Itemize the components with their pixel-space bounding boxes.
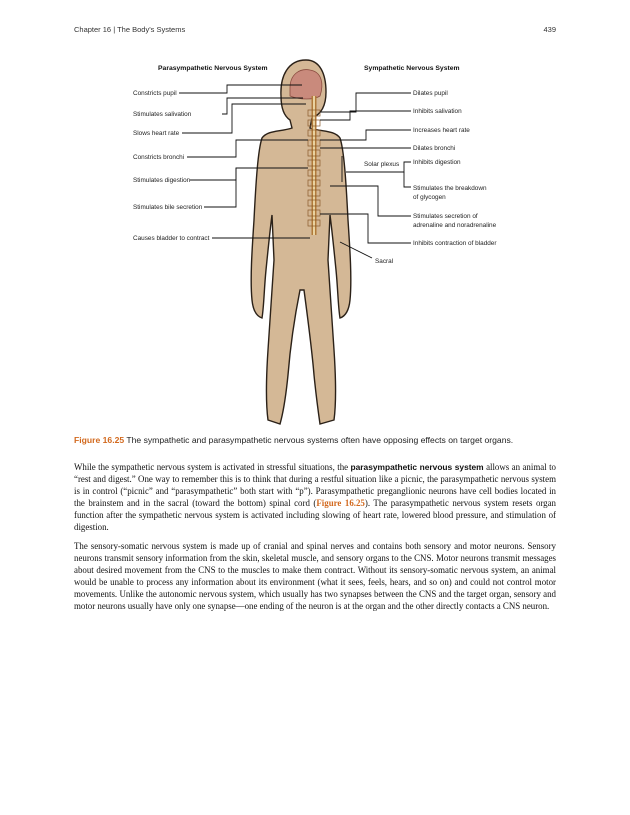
paragraph-1-part-a: While the sympathetic nervous system is activated in stressful situations, the bbox=[74, 462, 351, 472]
label-sacral: Sacral bbox=[375, 258, 394, 265]
label-stimulates-breakdown: Stimulates the breakdown bbox=[413, 185, 487, 192]
chapter-title: Chapter 16 | The Body's Systems bbox=[74, 25, 186, 34]
label-dilates-pupil: Dilates pupil bbox=[413, 90, 448, 97]
human-body-silhouette bbox=[251, 60, 351, 424]
label-dilates-bronchi: Dilates bronchi bbox=[413, 145, 456, 152]
label-stimulates-salivation: Stimulates salivation bbox=[133, 111, 192, 118]
key-term: parasympathetic nervous system bbox=[350, 462, 484, 472]
label-inhibits-digestion: Inhibits digestion bbox=[413, 159, 461, 166]
figure-reference-link[interactable]: Figure 16.25 bbox=[316, 498, 365, 508]
body-text bbox=[74, 461, 556, 619]
paragraph-1-part-c: ). The parasympathetic nervous system resets organ function after the sympathetic nervous system is activated including slowing of heart rate, lowered blood pressure, and stimulation of digestion. bbox=[74, 498, 556, 532]
page-number: 439 bbox=[543, 25, 556, 34]
label-slows-heart-rate: Slows heart rate bbox=[133, 130, 180, 137]
label-constricts-pupil: Constricts pupil bbox=[133, 90, 177, 97]
label-stimulates-digestion: Stimulates digestion bbox=[133, 177, 191, 184]
figure-label: Figure 16.25 bbox=[74, 435, 125, 445]
paragraph-2: The sensory-somatic nervous system is made up of cranial and spinal nerves and contains both sensory and motor neurons. Sensory neurons transmit sensory information from the skin, skeletal muscle, and sensory organs to the CNS. Motor neurons transmit messages about desired movement from the CNS to the muscles to make them contract. Without its sensory-somatic nervous system, an animal would be unable to process any information about its environment (what it sees, feels, hears, and so on) and could not control motor movements. Unlike the autonomic nervous system, which usually has two synapses between the CNS and the target organ, sensory and motor neurons usually have only one synapse—one ending of the neuron is at the organ and the other directly contacts a CNS neuron. bbox=[74, 541, 556, 611]
label-stimulates-bile-secretion: Stimulates bile secretion bbox=[133, 204, 203, 211]
label-adrenaline-noradrenaline: adrenaline and noradrenaline bbox=[413, 222, 497, 229]
label-causes-bladder-contract: Causes bladder to contract bbox=[133, 235, 210, 242]
label-solar-plexus: Solar plexus bbox=[364, 161, 400, 168]
label-of-glycogen: of glycogen bbox=[413, 194, 446, 201]
label-increases-heart-rate: Increases heart rate bbox=[413, 127, 470, 134]
label-inhibits-bladder: Inhibits contraction of bladder bbox=[413, 240, 497, 247]
sympathetic-labels bbox=[364, 90, 497, 265]
sympathetic-title: Sympathetic Nervous System bbox=[364, 65, 460, 72]
body-outline bbox=[251, 60, 351, 424]
parasympathetic-title: Parasympathetic Nervous System bbox=[158, 65, 268, 72]
brain-shape bbox=[290, 70, 322, 99]
figure-caption bbox=[74, 435, 556, 446]
parasympathetic-labels bbox=[133, 90, 210, 242]
paragraph-1 bbox=[74, 461, 556, 533]
caption-text: The sympathetic and parasympathetic nervous systems often have opposing effects on target organs. bbox=[124, 435, 514, 445]
label-constricts-bronchi: Constricts bronchi bbox=[133, 154, 185, 161]
label-stimulates-secretion: Stimulates secretion of bbox=[413, 213, 478, 220]
paragraph-1-part-b: allows an animal to “rest and digest.” One way to remember this is to think that during a restful situation like a picnic, the parasympathetic nervous system is in control (“picnic” and “parasympathetic” both start with “p”). Parasympathetic preganglionic neurons have cell bodies located in the brainstem and in the sacral (toward the bottom) spinal cord ( bbox=[74, 462, 556, 508]
label-inhibits-salivation: Inhibits salivation bbox=[413, 108, 462, 115]
